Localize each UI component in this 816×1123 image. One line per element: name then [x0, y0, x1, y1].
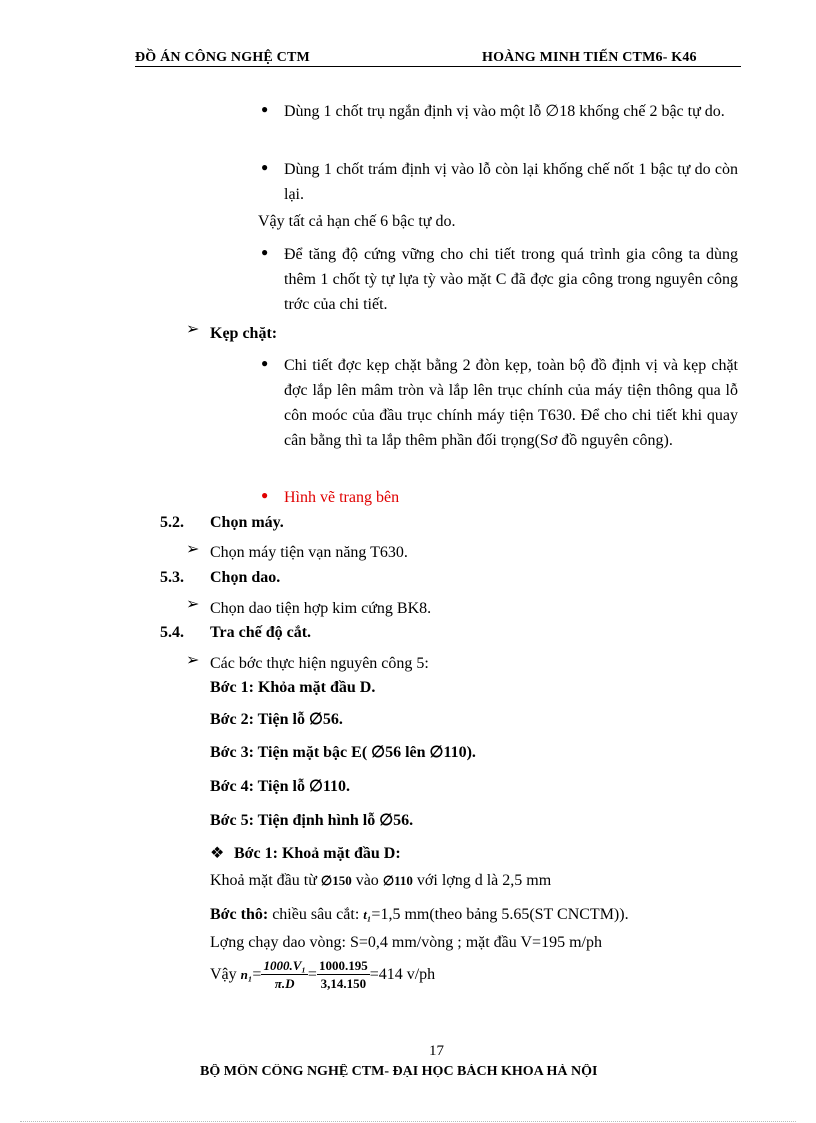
- step1-desc: [210, 868, 551, 893]
- desc-part: vào: [355, 872, 379, 889]
- section-number: 5.2.: [160, 514, 184, 531]
- fraction-2-den: 3,14.150: [320, 976, 367, 991]
- section-number: 5.4.: [160, 624, 184, 641]
- bullet-text-3: Để tăng độ cứng vững cho chi tiết trong quá trình gia công ta dùng thêm 1 chốt tỳ tự lựa tỳ vào mặt C đã đợc gia công trong nguyên công trớc của chi tiết.: [284, 246, 738, 313]
- section-item: Các bớc thực hiện nguyên công 5:: [210, 655, 429, 672]
- page-bottom-edge: [20, 1121, 796, 1122]
- section-title: Tra chế độ cắt.: [210, 624, 312, 641]
- rough-label: Bớc thô:: [210, 906, 269, 923]
- result: =414 v/ph: [369, 966, 436, 983]
- equals: =: [307, 966, 317, 983]
- footer: BỘ MÔN CÔNG NGHỆ CTM- ĐẠI HỌC BÁCH KHOA HÀ NỘI: [200, 1064, 598, 1077]
- diameter-150: ∅150: [320, 873, 352, 888]
- desc-part: với lợng d là 2,5 mm: [416, 872, 552, 889]
- bullet-dot: ●: [261, 488, 269, 502]
- header-rule: [135, 66, 741, 67]
- fraction-1: [261, 958, 307, 992]
- bullet-text-2: Dùng 1 chốt trám định vị vào lỗ còn lại khống chế nốt 1 bậc tự do còn lại.: [284, 161, 738, 203]
- step1-heading: Bớc 1: Khoả mặt đầu D:: [234, 845, 401, 862]
- desc-part: Khoả mặt đầu từ: [210, 872, 317, 889]
- red-note: Hình vẽ trang bên: [284, 489, 400, 506]
- bullet-dot: ●: [261, 160, 269, 174]
- bullet-text-1: Dùng 1 chốt trụ ngắn định vị vào một lỗ ∅18 khống chế 2 bậc tự do.: [284, 103, 725, 120]
- section-item: Chọn máy tiện vạn năng T630.: [210, 544, 408, 561]
- header-right: HOÀNG MINH TIẾN CTM6- K46: [482, 50, 697, 65]
- equals: =: [252, 966, 262, 983]
- diameter-110: ∅110: [382, 873, 413, 888]
- header-left: ĐỒ ÁN CÔNG NGHỆ CTM: [135, 50, 310, 65]
- feed-line: Lợng chạy dao vòng: S=0,4 mm/vòng ; mặt đầu V=195 m/ph: [210, 934, 602, 951]
- step-line: Bớc 5: Tiện định hình lỗ ∅56.: [210, 812, 414, 829]
- step-line: Bớc 3: Tiện mặt bậc E( ∅56 lên ∅110).: [210, 744, 476, 761]
- summary-line: Vậy tất cả hạn chế 6 bậc tự do.: [258, 213, 456, 230]
- rough-text: =1,5 mm(theo bảng 5.65(ST CNCTM)).: [371, 906, 629, 923]
- t1-symbol: t₁: [363, 907, 372, 922]
- section-title: Chọn máy.: [210, 514, 284, 531]
- fraction-2: [317, 958, 370, 992]
- section-item: Chọn dao tiện hợp kim cứng BK8.: [210, 600, 432, 617]
- vay-label: Vậy: [210, 966, 237, 983]
- kep-chat-text: Chi tiết đợc kẹp chặt bằng 2 đòn kẹp, toàn bộ đồ định vị và kẹp chặt đợc lắp lên mâm tròn và lắp lên trục chính của máy tiện thông qua lỗ côn moóc của đầu trục chính máy tiện T630. Để cho chi tiết khi quay cân bằng thì ta lắp thêm phần đối trọng(Sơ đồ nguyên công).: [284, 357, 738, 449]
- page-number: 17: [429, 1043, 444, 1059]
- arrow-marker: ➢: [186, 541, 200, 558]
- fraction-1-num: 1000.V₁: [263, 958, 306, 973]
- formula-line: [210, 958, 435, 992]
- arrow-marker: ➢: [186, 321, 200, 338]
- step-line: Bớc 1: Khỏa mặt đầu D.: [210, 679, 376, 696]
- bullet-dot: ●: [261, 356, 269, 370]
- kep-chat-heading: Kẹp chặt:: [210, 325, 278, 342]
- rough-line: [210, 902, 629, 927]
- fraction-1-den: π.D: [274, 976, 295, 991]
- bullet-dot: ●: [261, 245, 269, 259]
- n1-symbol: n₁: [240, 967, 253, 982]
- step-line: Bớc 2: Tiện lỗ ∅56.: [210, 711, 343, 728]
- step-line: Bớc 4: Tiện lỗ ∅110.: [210, 778, 350, 795]
- bullet-dot: ●: [261, 102, 269, 116]
- fraction-2-num: 1000.195: [318, 958, 368, 973]
- section-title: Chọn dao.: [210, 569, 281, 586]
- diamond-bullet-icon: ❖: [210, 845, 225, 862]
- rough-text: chiều sâu cắt:: [272, 906, 360, 923]
- arrow-marker: ➢: [186, 596, 200, 613]
- section-number: 5.3.: [160, 569, 184, 586]
- arrow-marker: ➢: [186, 652, 200, 669]
